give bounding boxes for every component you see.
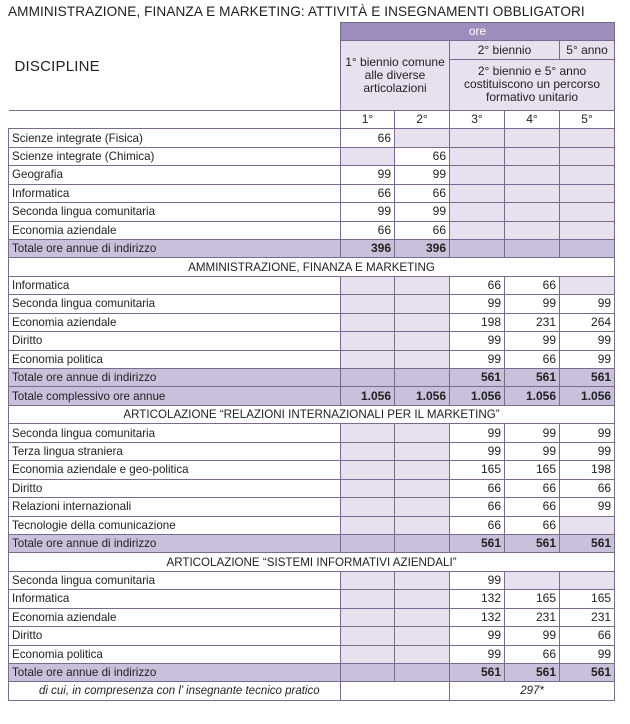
ore-heading: ore [341, 23, 615, 41]
hours-year-4: 99 [505, 332, 560, 350]
section-heading: ARTICOLAZIONE “SISTEMI INFORMATIVI AZIENDALI” [9, 553, 615, 571]
note-label: di cui, in compresenza con l’ insegnante tecnico pratico [9, 682, 341, 700]
unified-path-note: 2° biennio e 5° anno costituiscono un percorso formativo unitario [450, 59, 615, 110]
hours-year-5 [560, 184, 615, 202]
subject-name: Informatica [9, 184, 341, 202]
hours-year-5 [560, 276, 615, 294]
subject-name: Economia aziendale [9, 313, 341, 331]
hours-year-3: 132 [450, 590, 505, 608]
hours-year-5: 99 [560, 498, 615, 516]
hours-year-5 [560, 221, 615, 239]
hours-year-1 [341, 664, 395, 682]
hours-year-2: 66 [395, 221, 450, 239]
table-row [9, 129, 615, 147]
hours-year-4: 66 [505, 645, 560, 663]
hours-year-4 [505, 571, 560, 589]
section-heading: AMMINISTRAZIONE, FINANZA E MARKETING [9, 258, 615, 276]
table-row [9, 479, 615, 497]
hours-year-5: 264 [560, 313, 615, 331]
table-row [9, 276, 615, 294]
hours-year-3: 99 [450, 332, 505, 350]
hours-year-4 [505, 129, 560, 147]
hours-year-3: 561 [450, 664, 505, 682]
hours-year-3: 66 [450, 498, 505, 516]
subject-name: Tecnologie della comunicazione [9, 516, 341, 534]
hours-year-4: 231 [505, 608, 560, 626]
table-row [9, 147, 615, 165]
hours-year-1: 66 [341, 184, 395, 202]
hours-year-1 [341, 442, 395, 460]
table-row [9, 645, 615, 663]
subject-name: Seconda lingua comunitaria [9, 424, 341, 442]
hours-year-2 [395, 295, 450, 313]
year-2-heading: 2° [395, 110, 450, 128]
total-row [9, 534, 615, 552]
hours-year-1 [341, 590, 395, 608]
hours-year-5: 99 [560, 332, 615, 350]
hours-year-5: 99 [560, 295, 615, 313]
subject-name: Totale ore annue di indirizzo [9, 664, 341, 682]
table-row [9, 166, 615, 184]
hours-year-3 [450, 221, 505, 239]
hours-year-4: 165 [505, 590, 560, 608]
hours-year-1: 396 [341, 239, 395, 257]
subject-name: Relazioni internazionali [9, 498, 341, 516]
note-row [9, 682, 615, 700]
hours-year-5: 231 [560, 608, 615, 626]
hours-year-4: 66 [505, 516, 560, 534]
hours-year-1 [341, 498, 395, 516]
note-spacer [341, 682, 450, 700]
hours-year-1 [341, 571, 395, 589]
hours-year-2: 1.056 [395, 387, 450, 405]
hours-year-4 [505, 203, 560, 221]
hours-year-3: 99 [450, 627, 505, 645]
subject-name: Economia politica [9, 645, 341, 663]
hours-year-2 [395, 276, 450, 294]
hours-year-1: 66 [341, 221, 395, 239]
hours-year-4: 66 [505, 498, 560, 516]
curriculum-table [8, 22, 615, 701]
hours-year-5: 165 [560, 590, 615, 608]
table-row [9, 184, 615, 202]
hours-year-2 [395, 645, 450, 663]
year-4-heading: 4° [505, 110, 560, 128]
hours-year-5: 561 [560, 664, 615, 682]
hours-year-1: 99 [341, 166, 395, 184]
header-row-ore [9, 23, 615, 41]
hours-year-2: 396 [395, 239, 450, 257]
hours-year-1 [341, 147, 395, 165]
hours-year-5: 561 [560, 369, 615, 387]
table-row [9, 590, 615, 608]
subject-name: Informatica [9, 590, 341, 608]
hours-year-2: 99 [395, 166, 450, 184]
section-heading-row [9, 553, 615, 571]
hours-year-2 [395, 608, 450, 626]
hours-year-4: 99 [505, 627, 560, 645]
hours-year-4 [505, 166, 560, 184]
hours-year-1 [341, 350, 395, 368]
hours-year-3 [450, 203, 505, 221]
hours-year-4 [505, 184, 560, 202]
hours-year-5 [560, 203, 615, 221]
hours-year-4: 561 [505, 534, 560, 552]
hours-year-3: 165 [450, 461, 505, 479]
table-row [9, 571, 615, 589]
hours-year-4: 231 [505, 313, 560, 331]
hours-year-2 [395, 442, 450, 460]
subject-name: Scienze integrate (Fisica) [9, 129, 341, 147]
hours-year-4: 66 [505, 479, 560, 497]
hours-year-4 [505, 147, 560, 165]
subject-name: Seconda lingua comunitaria [9, 203, 341, 221]
year-5-heading: 5° [560, 110, 615, 128]
hours-year-5: 66 [560, 479, 615, 497]
hours-year-3: 66 [450, 276, 505, 294]
hours-year-5 [560, 166, 615, 184]
hours-year-1: 99 [341, 203, 395, 221]
subject-name: Diritto [9, 627, 341, 645]
hours-year-1 [341, 645, 395, 663]
section-heading-row [9, 258, 615, 276]
total-row [9, 239, 615, 257]
subject-name: Economia aziendale [9, 608, 341, 626]
hours-year-4: 99 [505, 424, 560, 442]
hours-year-1 [341, 534, 395, 552]
hours-year-4: 66 [505, 350, 560, 368]
subject-name: Diritto [9, 332, 341, 350]
hours-year-5: 561 [560, 534, 615, 552]
section-heading: ARTICOLAZIONE “RELAZIONI INTERNAZIONALI PER IL MARKETING” [9, 405, 615, 423]
hours-year-2 [395, 332, 450, 350]
hours-year-3: 132 [450, 608, 505, 626]
hours-year-3: 561 [450, 534, 505, 552]
hours-year-2 [395, 571, 450, 589]
hours-year-4: 99 [505, 295, 560, 313]
hours-year-3: 1.056 [450, 387, 505, 405]
subject-name: Totale ore annue di indirizzo [9, 239, 341, 257]
hours-year-5 [560, 571, 615, 589]
table-row [9, 442, 615, 460]
hours-year-2 [395, 424, 450, 442]
table-row [9, 295, 615, 313]
disciplines-heading: DISCIPLINE [9, 23, 341, 111]
first-biennium-heading: 1° biennio comune alle diverse articolazioni [341, 41, 450, 110]
hours-year-1 [341, 461, 395, 479]
hours-year-5: 66 [560, 627, 615, 645]
hours-year-2 [395, 129, 450, 147]
hours-year-1 [341, 332, 395, 350]
hours-year-4: 561 [505, 369, 560, 387]
subject-name: Totale complessivo ore annue [9, 387, 341, 405]
hours-year-3: 99 [450, 571, 505, 589]
hours-year-1 [341, 313, 395, 331]
subject-name: Economia aziendale [9, 221, 341, 239]
table-row [9, 332, 615, 350]
hours-year-5: 99 [560, 442, 615, 460]
hours-year-2 [395, 627, 450, 645]
hours-year-5: 198 [560, 461, 615, 479]
hours-year-1 [341, 424, 395, 442]
grand-total-row [9, 387, 615, 405]
subject-name: Informatica [9, 276, 341, 294]
hours-year-5 [560, 129, 615, 147]
page-title: AMMINISTRAZIONE, FINANZA E MARKETING: ATTIVITÀ E INSEGNAMENTI OBBLIGATORI [8, 4, 585, 19]
table-row [9, 608, 615, 626]
table-row [9, 627, 615, 645]
hours-year-3 [450, 147, 505, 165]
hours-year-4: 561 [505, 664, 560, 682]
total-row [9, 369, 615, 387]
table-row [9, 350, 615, 368]
hours-year-2 [395, 313, 450, 331]
hours-year-1 [341, 295, 395, 313]
hours-year-2 [395, 350, 450, 368]
hours-year-3: 66 [450, 479, 505, 497]
hours-year-1 [341, 276, 395, 294]
hours-year-2 [395, 590, 450, 608]
section-heading-row [9, 405, 615, 423]
table-row [9, 461, 615, 479]
table-row [9, 498, 615, 516]
hours-year-4: 1.056 [505, 387, 560, 405]
hours-year-5 [560, 239, 615, 257]
year-1-heading: 1° [341, 110, 395, 128]
hours-year-2 [395, 516, 450, 534]
hours-year-1 [341, 627, 395, 645]
hours-year-2: 99 [395, 203, 450, 221]
hours-year-4: 99 [505, 442, 560, 460]
hours-year-2 [395, 534, 450, 552]
header-row-years [9, 110, 615, 128]
hours-year-3: 561 [450, 369, 505, 387]
hours-year-2: 66 [395, 147, 450, 165]
table-row [9, 516, 615, 534]
hours-year-2 [395, 498, 450, 516]
hours-year-2 [395, 479, 450, 497]
subject-name: Totale ore annue di indirizzo [9, 534, 341, 552]
hours-year-3: 99 [450, 295, 505, 313]
hours-year-2 [395, 664, 450, 682]
subject-name: Economia politica [9, 350, 341, 368]
hours-year-4 [505, 221, 560, 239]
second-biennium-heading: 2° biennio [450, 41, 560, 59]
subject-name: Seconda lingua comunitaria [9, 571, 341, 589]
hours-year-5 [560, 147, 615, 165]
hours-year-3: 66 [450, 516, 505, 534]
hours-year-1 [341, 479, 395, 497]
hours-year-5: 1.056 [560, 387, 615, 405]
hours-year-5: 99 [560, 350, 615, 368]
subject-name: Totale ore annue di indirizzo [9, 369, 341, 387]
hours-year-4: 165 [505, 461, 560, 479]
hours-year-3: 99 [450, 350, 505, 368]
hours-year-5: 99 [560, 645, 615, 663]
hours-year-1: 66 [341, 129, 395, 147]
hours-year-3: 198 [450, 313, 505, 331]
hours-year-3 [450, 129, 505, 147]
subject-name: Geografia [9, 166, 341, 184]
hours-year-2 [395, 461, 450, 479]
hours-year-2 [395, 369, 450, 387]
hours-year-3 [450, 239, 505, 257]
hours-year-1 [341, 516, 395, 534]
subject-name: Seconda lingua comunitaria [9, 295, 341, 313]
hours-year-5 [560, 516, 615, 534]
hours-year-1 [341, 608, 395, 626]
hours-year-5: 99 [560, 424, 615, 442]
subject-name: Diritto [9, 479, 341, 497]
hours-year-3 [450, 184, 505, 202]
year-3-heading: 3° [450, 110, 505, 128]
table-row [9, 313, 615, 331]
subject-name: Scienze integrate (Chimica) [9, 147, 341, 165]
hours-year-3: 99 [450, 442, 505, 460]
total-row [9, 664, 615, 682]
hours-year-4: 66 [505, 276, 560, 294]
table-row [9, 221, 615, 239]
table-row [9, 424, 615, 442]
hours-year-3: 99 [450, 645, 505, 663]
years-spacer [9, 110, 341, 128]
hours-year-1: 1.056 [341, 387, 395, 405]
fifth-year-heading: 5° anno [560, 41, 615, 59]
subject-name: Terza lingua straniera [9, 442, 341, 460]
hours-year-4 [505, 239, 560, 257]
hours-year-1 [341, 369, 395, 387]
hours-year-2: 66 [395, 184, 450, 202]
hours-year-3 [450, 166, 505, 184]
hours-year-3: 99 [450, 424, 505, 442]
subject-name: Economia aziendale e geo-politica [9, 461, 341, 479]
note-value: 297* [450, 682, 615, 700]
table-row [9, 203, 615, 221]
